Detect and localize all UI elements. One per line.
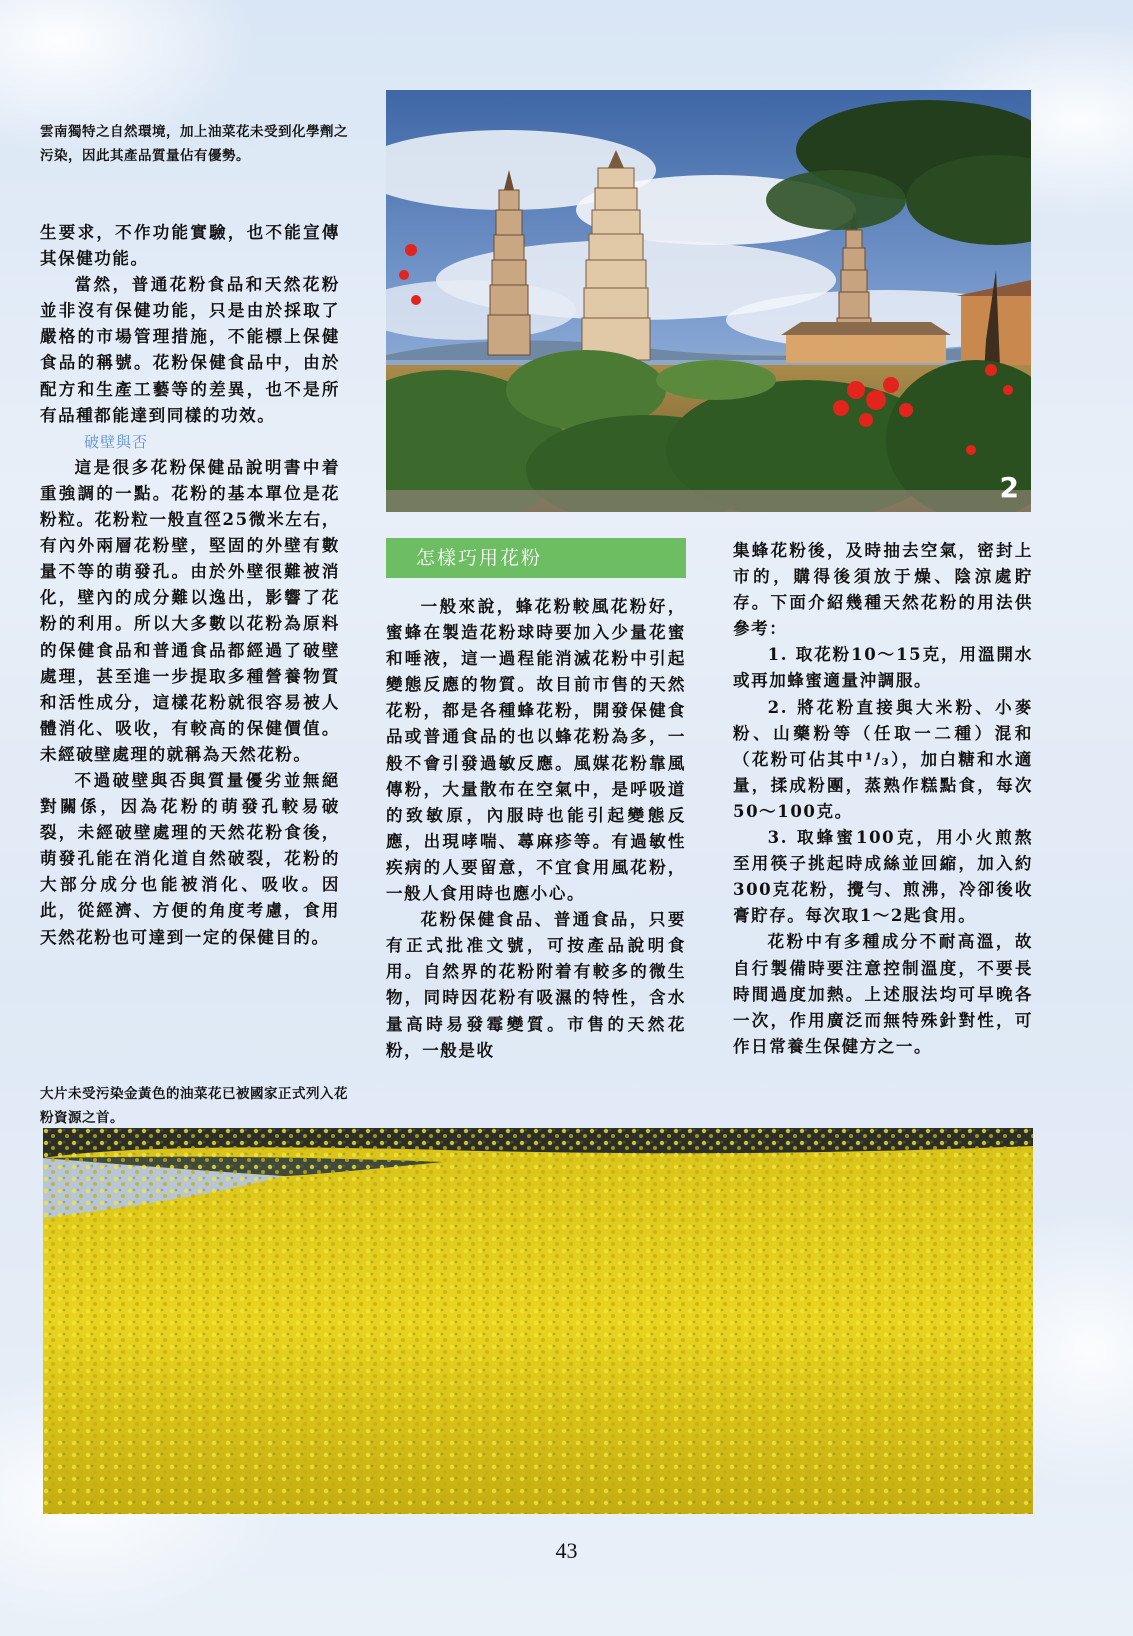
subheading: 破壁與否 bbox=[84, 432, 149, 451]
paragraph: 花粉中有多種成分不耐高溫，故自行製備時要注意控制溫度，不要長時間過度加熱。上述服法均可早晚各一次，作用廣泛而無特殊針對性，可作日常養生保健方之一。 bbox=[733, 932, 1033, 1056]
text-column-middle bbox=[386, 594, 686, 1064]
photo-caption-top: 雲南獨特之自然環境，加上油菜花未受到化學劑之污染，因此其產品質量佔有優勢。 bbox=[40, 124, 348, 164]
rapeseed-field-photo bbox=[43, 1128, 1033, 1514]
photo-caption-bottom: 大片未受污染金黃色的油菜花已被國家正式列入花粉資源之首。 bbox=[40, 1086, 348, 1126]
text-column-right bbox=[733, 538, 1033, 1060]
paragraph: 一般來說，蜂花粉較風花粉好，蜜蜂在製造花粉球時要加入少量花蜜和唾液，這一過程能消滅花粉中引起變態反應的物質。故目前市售的天然花粉，都是各種蜂花粉，開發保健食品或普通食品的也以蜂花粉為多，一般不會引發過敏反應。風媒花粉靠風傳粉，大量散布在空氣中，是呼吸道的致敏原，內服時也能引起變態反應，出現哮喘、蕁麻疹等。有過敏性疾病的人要留意，不宜食用風花粉，一般人食用時也應小心。 bbox=[386, 597, 686, 904]
paragraph: 生要求，不作功能實驗，也不能宣傳其保健功能。 bbox=[40, 223, 340, 269]
pagoda-photo bbox=[386, 90, 1031, 512]
paragraph: 集蜂花粉後，及時抽去空氣，密封上市的，購得後須放于燥、陰涼處貯存。下面介紹幾種天然花粉的用法供參考： bbox=[733, 541, 1033, 639]
page-number: 43 bbox=[555, 1538, 578, 1563]
section-title: 怎樣巧用花粉 bbox=[386, 538, 686, 578]
rapeseed-field-illustration bbox=[43, 1128, 1033, 1514]
usage-item-3: 3. 取蜂蜜100克，用小火煎熬至用筷子挑起時成絲並回縮，加入約300克花粉，攪勻、煎沸，冷卻後收膏貯存。每次取1～2匙食用。 bbox=[733, 828, 1033, 926]
paragraph: 花粉保健食品、普通食品，只要有正式批准文號，可按產品說明食用。自然界的花粉附着有較多的微生物，同時因花粉有吸濕的特性，含水量高時易發霉變質。市售的天然花粉，一般是收 bbox=[386, 910, 686, 1060]
usage-item-2: 2. 將花粉直接與大米粉、小麥粉、山藥粉等（任取一二種）混和（花粉可佔其中¹/₃），加白糖和水適量，揉成粉團，蒸熟作糕點食，每次50～100克。 bbox=[733, 697, 1033, 821]
photo-number: 2 bbox=[999, 471, 1019, 504]
paragraph: 當然，普通花粉食品和天然花粉並非沒有保健功能，只是由於採取了嚴格的市場管理措施，不能標上保健食品的稱號。花粉保健食品中，由於配方和生產工藝等的差異，也不是所有品種都能達到同樣的功效。 bbox=[40, 275, 340, 425]
paragraph: 這是很多花粉保健品說明書中着重強調的一點。花粉的基本單位是花粉粒。花粉粒一般直徑25微米左右，有內外兩層花粉壁，堅固的外壁有數量不等的萌發孔。由於外壁很難被消化，壁內的成分難以逸出，影響了花粉的利用。所以大多數以花粉為原料的保健食品和普通食品都經過了破壁處理，甚至進一步提取多種營養物質和活性成分，這樣花粉就很容易被人體消化、吸收，有較高的保健價值。未經破壁處理的就稱為天然花粉。 bbox=[40, 457, 340, 764]
pagoda-illustration bbox=[386, 90, 1031, 512]
usage-item-1: 1. 取花粉10～15克，用溫開水或再加蜂蜜適量沖調服。 bbox=[733, 645, 1033, 691]
paragraph: 不過破壁與否與質量優劣並無絕對關係，因為花粉的萌發孔較易破裂，未經破壁處理的天然花粉食後，萌發孔能在消化道自然破裂，花粉的大部分成分也能被消化、吸收。因此，從經濟、方便的角度考慮，食用天然花粉也可達到一定的保健目的。 bbox=[40, 770, 340, 947]
text-column-left bbox=[40, 220, 340, 951]
